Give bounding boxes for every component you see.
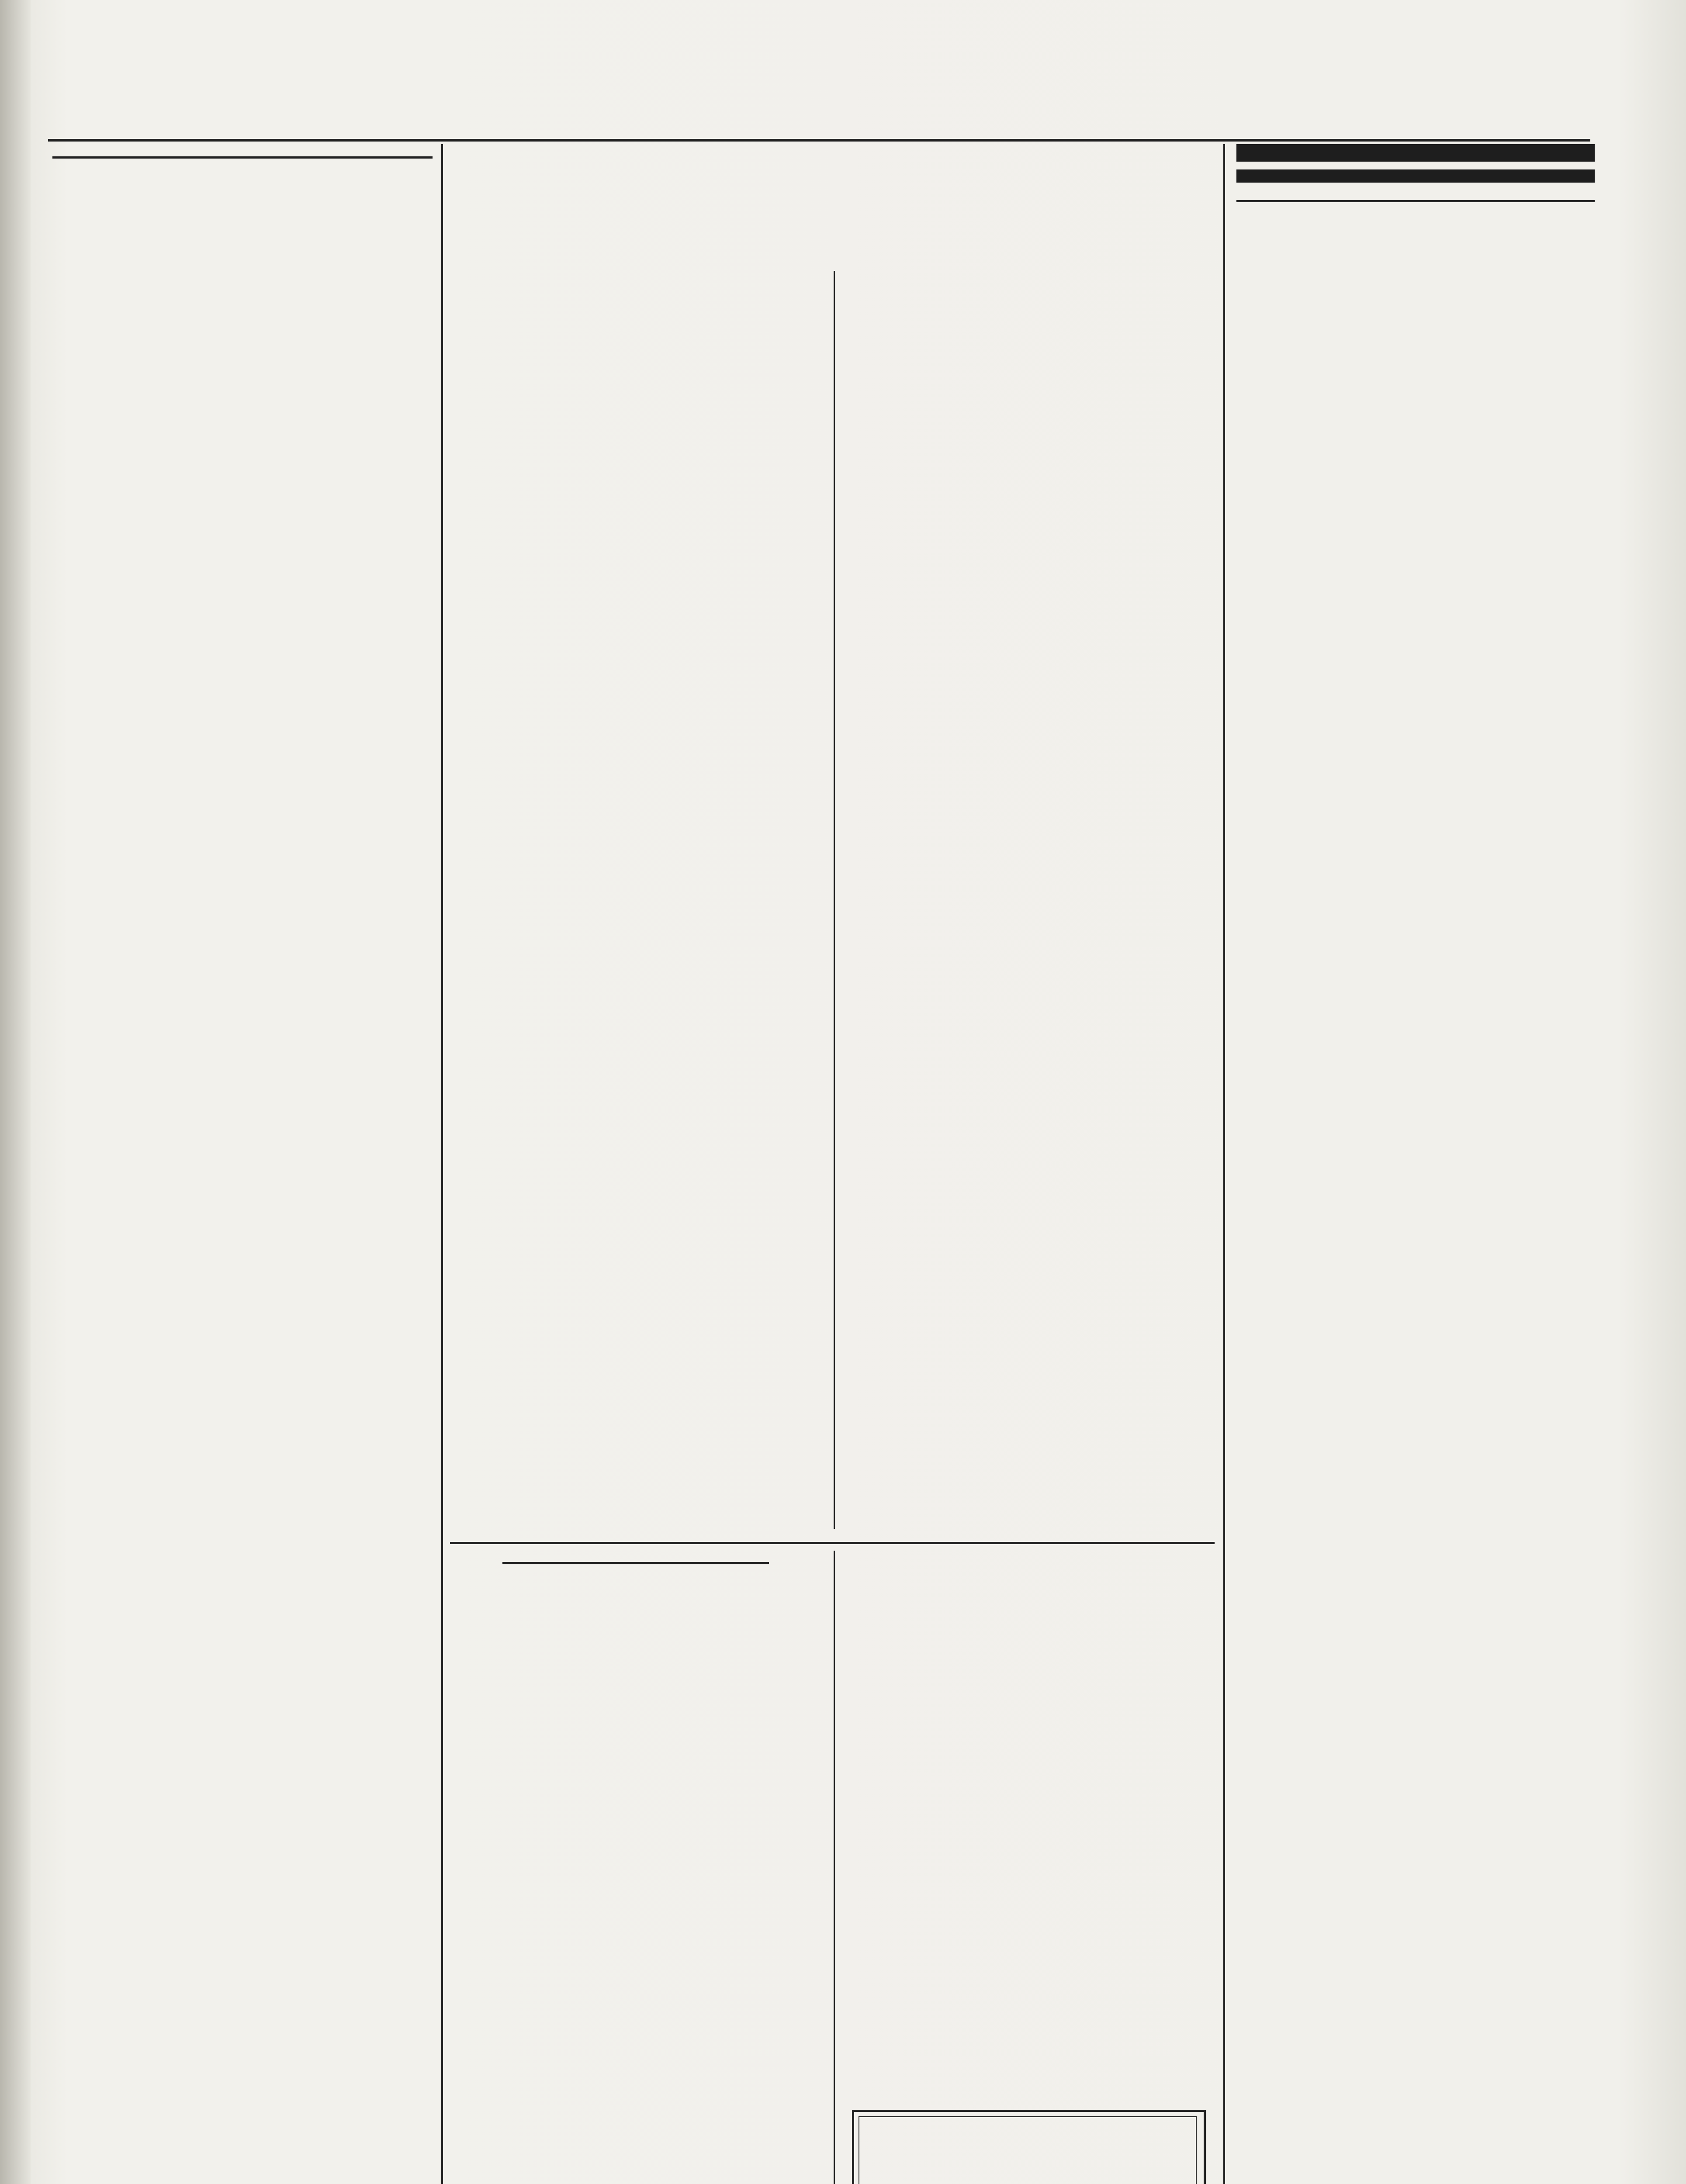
center-header — [450, 149, 1215, 153]
page-binding-edge — [0, 0, 31, 2184]
montagsblatt-inner-frame — [859, 2116, 1197, 2184]
right-column — [1236, 144, 1595, 211]
section-rule — [502, 1562, 769, 1564]
page-header — [48, 109, 1590, 135]
notice-top-bar — [1236, 144, 1595, 162]
montagsblatt-ad — [852, 2110, 1206, 2184]
main-article-right-column — [843, 271, 1215, 273]
left-column — [52, 149, 433, 172]
column-divider — [834, 271, 835, 1529]
continuation-left — [450, 1551, 821, 1575]
column-divider — [834, 1551, 835, 2184]
section-rule — [52, 156, 433, 159]
section-rule — [1236, 200, 1595, 202]
notice-bottom-bar — [1236, 169, 1595, 183]
column-divider — [441, 144, 443, 2184]
continuation-right — [843, 1551, 1215, 1553]
header-rule — [48, 139, 1590, 142]
section-rule — [450, 1542, 1215, 1544]
main-article-left-column — [450, 271, 821, 273]
column-divider — [1223, 144, 1225, 2184]
